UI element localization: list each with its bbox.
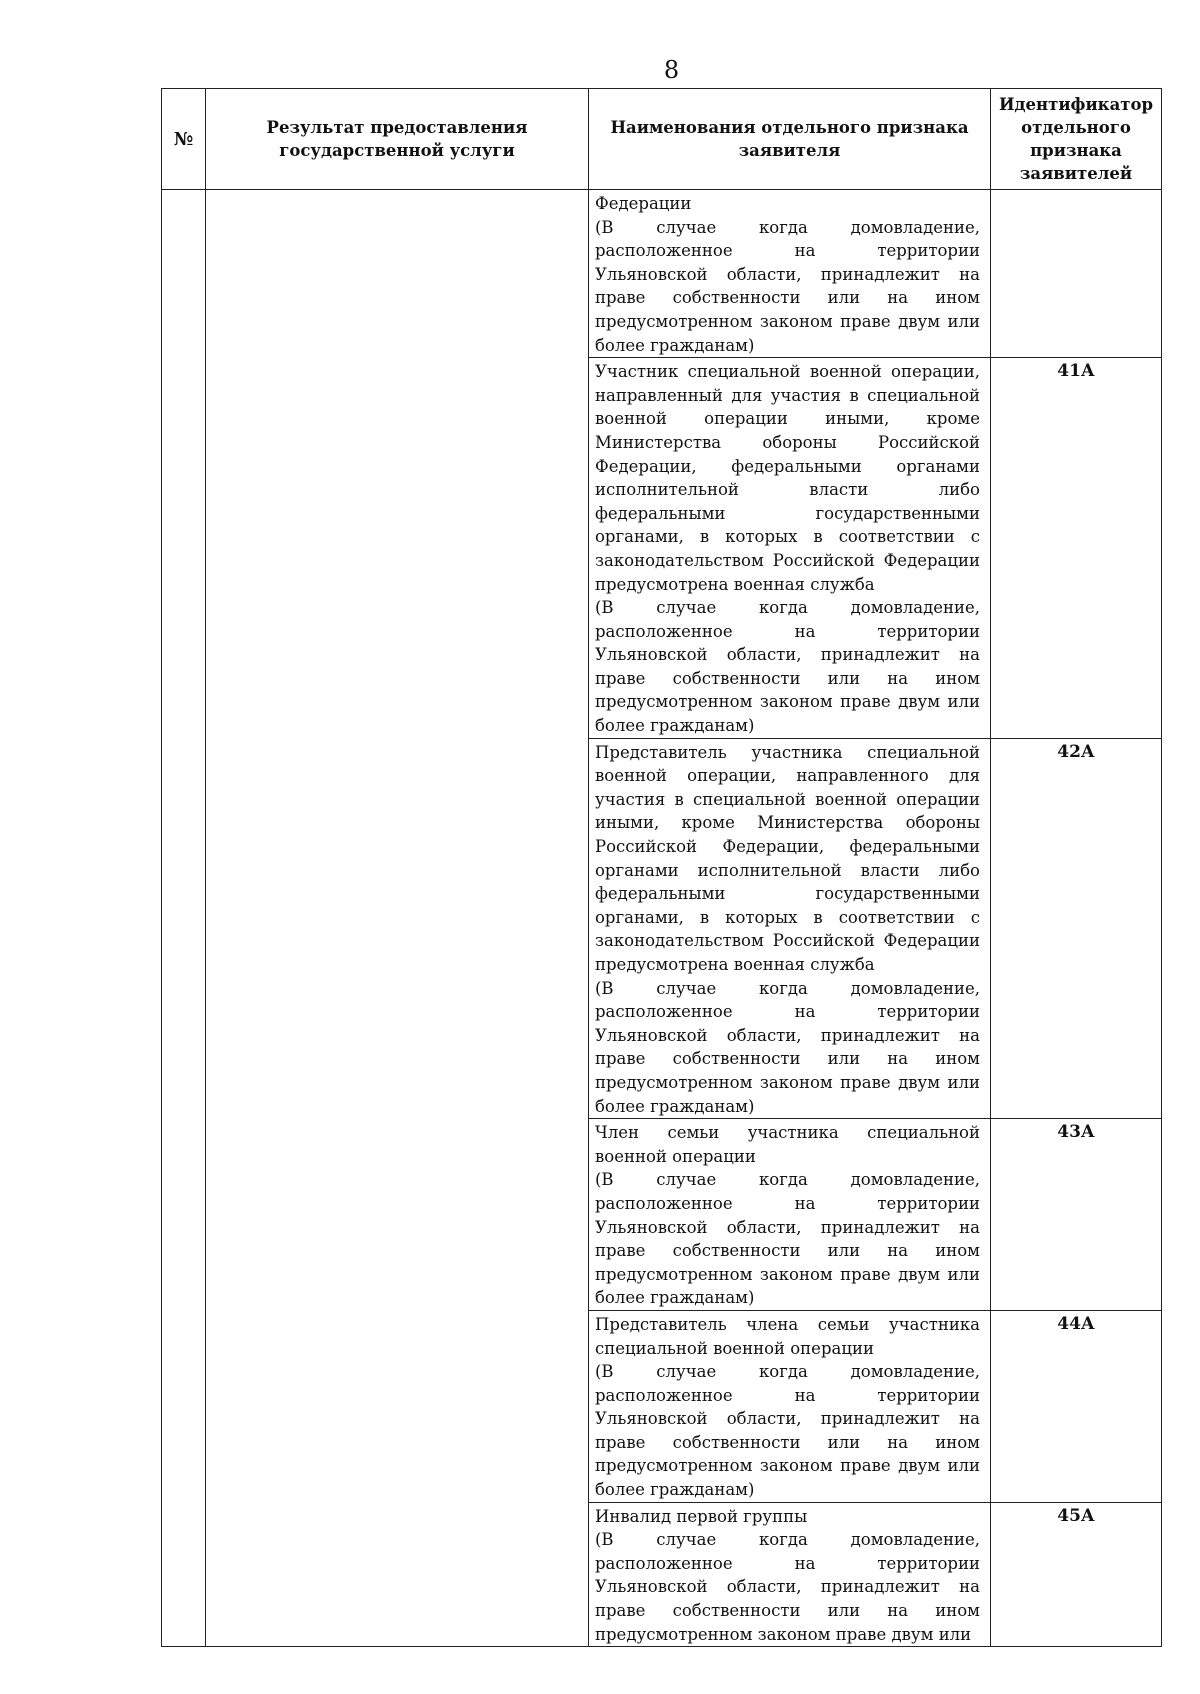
header-applicant-feature: Наименования отдельного признака заявителя <box>589 89 991 190</box>
identifier-cell: 45А <box>991 1502 1162 1647</box>
header-result: Результат предоставления государственной услуги <box>206 89 589 190</box>
feature-cell <box>589 358 991 739</box>
feature-title: Федерации <box>595 194 692 213</box>
identifier-cell: 44А <box>991 1310 1162 1502</box>
feature-clause: (В случае когда домовладение, расположенное на территории Ульяновской области, принадлежит на праве собственности или на ином предусмотренном законом праве двум или <box>595 1530 980 1644</box>
feature-title: Представитель участника специальной военной операции, направленного для участия в специальной военной операции иными, кроме Министерства обороны Российской Федерации, федеральными органами исполнительной власти либо федеральными государственными органами, в которых в соответствии с законодательством Российской Федерации предусмотрена военная служба <box>595 742 980 974</box>
table-header-row <box>162 89 1162 190</box>
feature-cell <box>589 1310 991 1502</box>
identifier-cell: 42А <box>991 738 1162 1119</box>
identifier-cell: 43А <box>991 1119 1162 1311</box>
feature-clause: (В случае когда домовладение, расположенное на территории Ульяновской области, принадлежит на праве собственности или на ином предусмотренном законом праве двум или более гражданам) <box>595 978 980 1116</box>
feature-title: Участник специальной военной операции, направленный для участия в специальной военной операции иными, кроме Министерства обороны Российской Федерации, федеральными органами исполнительной власти либо федеральными государственными органами, в которых в соответствии с законодательством Российской Федерации предусмотрена военная служба <box>595 362 980 594</box>
identifier-cell: 41А <box>991 358 1162 739</box>
header-identifier: Идентификатор отдельного признака заявителей <box>991 89 1162 190</box>
feature-cell <box>589 1119 991 1311</box>
result-cell <box>206 190 589 1647</box>
feature-clause: (В случае когда домовладение, расположенное на территории Ульяновской области, принадлежит на праве собственности или на ином предусмотренном законом праве двум или более гражданам) <box>595 598 980 736</box>
feature-title: Член семьи участника специальной военной операции <box>595 1123 980 1166</box>
feature-title: Представитель члена семьи участника специальной военной операции <box>595 1314 980 1358</box>
number-cell <box>162 190 206 1647</box>
feature-cell <box>589 738 991 1119</box>
page-number: 8 <box>663 56 680 84</box>
feature-clause: (В случае когда домовладение, расположенное на территории Ульяновской области, принадлежит на праве собственности или на ином предусмотренном законом праве двум или более гражданам) <box>595 1170 980 1308</box>
feature-title: Инвалид первой группы <box>595 1506 808 1526</box>
identifier-cell <box>991 190 1162 358</box>
table-row <box>162 190 1162 358</box>
header-number: № <box>162 89 206 190</box>
feature-clause: (В случае когда домовладение, расположенное на территории Ульяновской области, принадлежит на праве собственности или на ином предусмотренном законом праве двум или более гражданам) <box>595 1362 980 1500</box>
document-table <box>161 88 1162 1647</box>
feature-cell <box>589 190 991 358</box>
feature-clause: (В случае когда домовладение, расположенное на территории Ульяновской области, принадлежит на праве собственности или на ином предусмотренном законом праве двум или более гражданам) <box>595 217 980 355</box>
feature-cell <box>589 1502 991 1647</box>
